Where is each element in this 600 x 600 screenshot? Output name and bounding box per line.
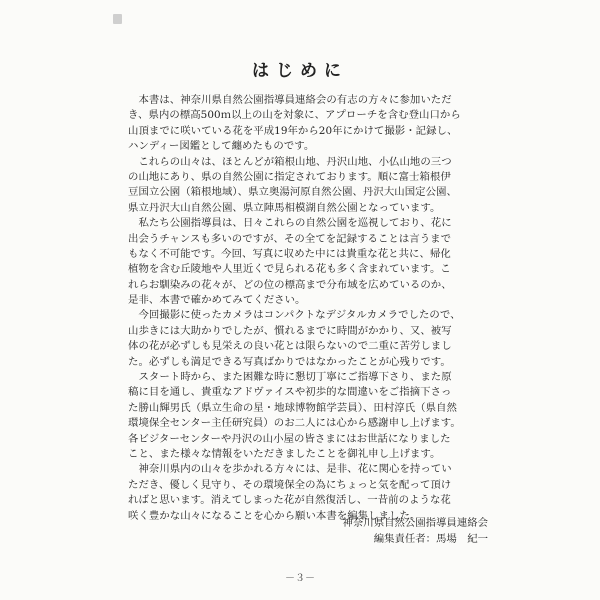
paragraph (128, 308, 480, 370)
text-line: 山歩きには大助かりでしたが、慣れるまでに時間がかかり、又、被写 (128, 324, 452, 337)
paragraph (128, 93, 480, 155)
body-text (128, 93, 480, 524)
text-line: れらお馴染みの花々が、どの位の標高まで分布域を広めているのか、 (128, 278, 452, 291)
text-line: 今回撮影に使ったカメラはコンパクトなデジタルカメラでしたので、 (128, 309, 461, 322)
text-line: た。必ずしも満足できる写真ばかりではなかったことが心残りです。 (128, 355, 451, 368)
text-line: 豆国立公園（箱根地域）、県立奥湯河原自然公園、丹沢大山国定公園、 (128, 186, 457, 199)
text-line: もなく不可能です。今回、写真に収めた中には貴重な花と共に、帰化 (128, 247, 451, 260)
text-line: た勝山輝男氏（県立生命の星・地球博物館学芸員）、田村淳氏（県自然 (128, 401, 457, 414)
text-line: 山頂までに咲いている花を平成19年から20年にかけて撮影・記録し、 (128, 124, 458, 137)
text-line: 本書は、神奈川県自然公園指導員連絡会の有志の方々に参加いただ (128, 94, 452, 106)
paragraph (128, 155, 480, 217)
text-line: こと、また様々な情報をいただきましたことを御礼申し上げます。 (128, 447, 441, 460)
text-line: ただき、優しく見守り、その環境保全の為にちょっと気を配って頂け (128, 478, 452, 491)
text-line: ればと思います。消えてしまった花が自然復活し、一昔前のような花 (128, 494, 451, 507)
paragraph (128, 216, 480, 308)
page-title: はじめに (252, 61, 348, 81)
text-line: 咲く豊かな山々になることを心から願い本書を編集しました。 (128, 509, 421, 522)
text-line: 是非、本書で確かめてみてください。 (128, 294, 306, 307)
page-number: －３－ (285, 573, 315, 584)
text-line: スタート時から、また困難な時に懇切丁寧にご指導下さり、また原 (128, 371, 452, 384)
text-line: ハンディー図鑑として纏めたものです。 (128, 140, 315, 153)
text-line: 神奈川県内の山々を歩かれる方々には、是非、花に関心を持ってい (128, 463, 452, 476)
text-line: 稿に目を通し、貴重なアドヴァイスや初歩的な間違いをご指摘下さっ (128, 386, 452, 399)
text-line: の山地にあり、県の自然公園に指定されております。順に富士箱根伊 (128, 170, 451, 183)
text-line: 環境保全センター主任研究員）のお二人には心から感謝申し上げます。 (128, 417, 461, 430)
paragraph (128, 370, 480, 462)
text-line: 私たち公園指導員は、日々これらの自然公園を巡視しており、花に (128, 217, 452, 230)
text-line: 県立丹沢大山自然公園、県立陣馬相模湖自然公園となっています。 (128, 201, 441, 214)
text-line: 出会うチャンスも多いのですが、その全てを記録することは言うまで (128, 232, 452, 245)
text-line: 体の花が必ずしも見栄えの良い花とは限らないので二重に苦労しまし (128, 340, 452, 353)
text-line: 植物を含む丘陵地や人里近くで見られる花も多く含まれています。こ (128, 263, 451, 276)
signature-block (343, 515, 488, 547)
organization-name: 神奈川県自然公園指導員連絡会 (342, 517, 488, 529)
scan-mark (113, 14, 122, 24)
text-line: き、県内の標高500ｍ以上の山を対象に、アプローチを含む登山口から (128, 109, 461, 122)
text-line: これらの山々は、ほとんどが箱根山地、丹沢山地、小仏山地の三つ (128, 155, 452, 168)
editor-credit: 編集責任者：馬場 紀一 (373, 533, 488, 545)
text-line: 各ビジターセンターや丹沢の山小屋の皆さまにはお世話になりました (128, 432, 451, 445)
